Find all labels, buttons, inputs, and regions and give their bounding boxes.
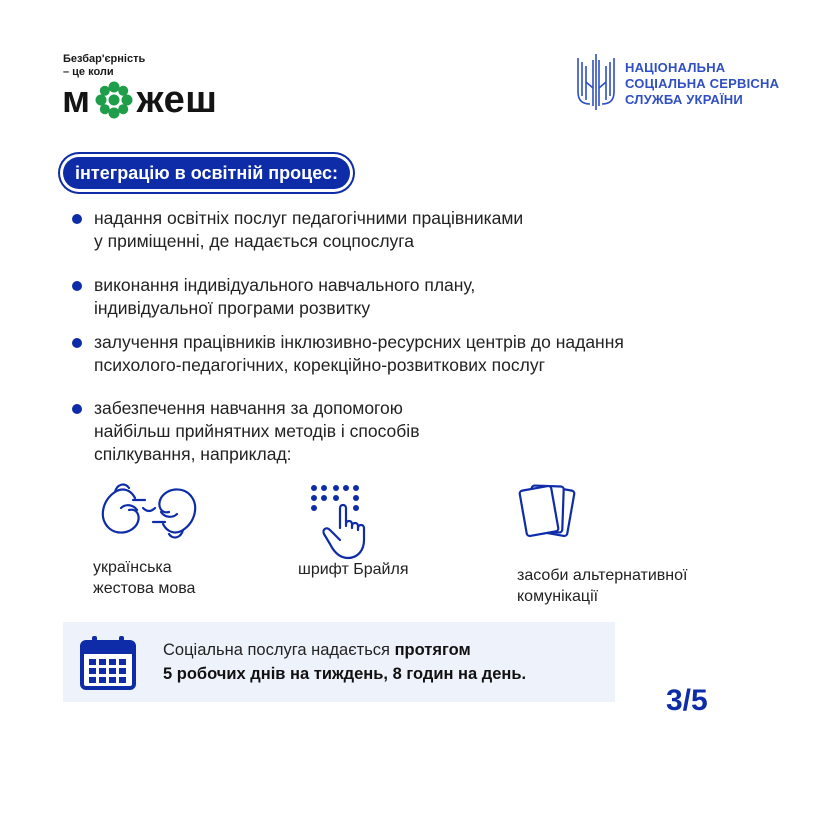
info-text-bold: протягом bbox=[394, 641, 471, 659]
list-item-text: забезпечення навчання за допомогою найбільш прийнятних методів і способів спілкування, наприклад: bbox=[94, 398, 420, 464]
bullet-dot bbox=[72, 281, 82, 291]
bullet-dot bbox=[72, 214, 82, 224]
list-item-text: виконання індивідуального навчального плану, індивідуальної програми розвитку bbox=[94, 275, 476, 318]
slogan-line2: – це коли bbox=[63, 66, 114, 78]
page-indicator: 3/5 bbox=[666, 684, 708, 717]
list-item bbox=[72, 274, 475, 320]
list-item bbox=[72, 331, 624, 377]
slogan bbox=[63, 53, 145, 79]
info-text bbox=[163, 638, 526, 686]
org-line2: СОЦІАЛЬНА СЕРВІСНА bbox=[625, 76, 780, 91]
list-item-text: надання освітніх послуг педагогічними працівниками у приміщенні, де надається соцпослуга bbox=[94, 208, 524, 251]
section-heading: інтеграцію в освітній процес: bbox=[63, 157, 350, 189]
mozhesh-logo bbox=[62, 80, 217, 120]
list-item bbox=[72, 397, 420, 466]
method-label: засоби альтернативної комунікації bbox=[517, 567, 688, 605]
method-label: українська жестова мова bbox=[93, 559, 196, 597]
logo-part1: м bbox=[62, 79, 91, 121]
list-item bbox=[72, 207, 523, 253]
list-item-text: залучення працівників інклюзивно-ресурсних центрів до надання психолого-педагогічних, корекційно-розвиткових послуг bbox=[94, 332, 624, 375]
method-alt-communication bbox=[517, 480, 687, 607]
org-name bbox=[625, 60, 779, 108]
braille-icon bbox=[304, 482, 374, 562]
org-line3: СЛУЖБА УКРАЇНИ bbox=[625, 92, 743, 107]
slogan-line1: Безбар'єрність bbox=[63, 53, 146, 65]
calendar-icon bbox=[79, 634, 137, 697]
method-braille bbox=[298, 482, 409, 580]
org-line1: НАЦІОНАЛЬНА bbox=[625, 60, 726, 75]
logo-flower-icon bbox=[94, 80, 134, 120]
bullet-dot bbox=[72, 404, 82, 414]
communication-cards-icon bbox=[517, 480, 581, 550]
info-text-plain: Соціальна послуга надається bbox=[163, 641, 395, 659]
trident-emblem-icon bbox=[574, 52, 618, 119]
info-text-bold-line2: 5 робочих днів на тиждень, 8 годин на день. bbox=[163, 665, 527, 683]
method-label: шрифт Брайля bbox=[298, 561, 409, 578]
method-sign-language bbox=[93, 478, 205, 599]
logo-part2: жеш bbox=[136, 79, 218, 121]
bullet-dot bbox=[72, 338, 82, 348]
sign-language-icon bbox=[93, 478, 205, 544]
